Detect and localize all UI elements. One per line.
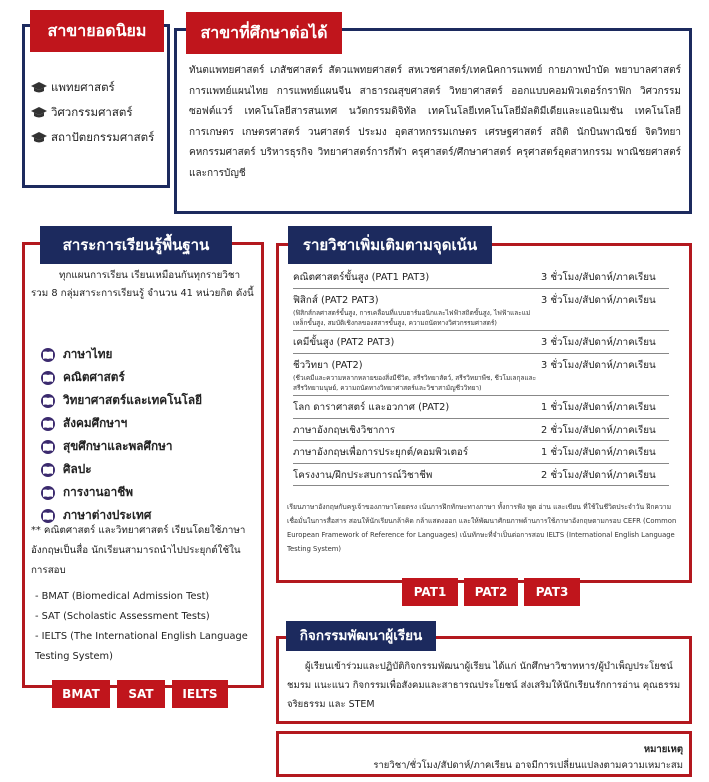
elective-name: ชีววิทยา (PAT2) [293, 359, 363, 371]
elective-hours: 3 ชั่วโมง/สัปดาห์/ภาคเรียน [541, 353, 669, 396]
table-row [293, 463, 669, 486]
further-study-text: ทันตแพทยศาสตร์ เภสัชศาสตร์ สัตวแพทยศาสตร์ สหเวชศาสตร์/เทคนิคการแพทย์ กายภาพบำบัด พยาบาลศาสตร์ การแพทย์แผนไทย การแพทย์แผนจีน สาธารณสุขศาสตร์ วิทยาศาสตร์ ออกแบบคอมพิวเตอร์กราฟิก วิศวกรรมซอฟต์แวร์ เทคโนโลยีสารสนเทศ นวัตกรรมดิจิทัล เทคโนโลยีเทคโนโลยีมัลติมีเดียและแอนิเมชัน เทคโนโลยีการเกษตร เกษตรศาสตร์ วนศาสตร์ ประมง อุตสาหกรรมเกษตร เศรษฐศาสตร์ สถิติ นักบินพาณิชย์ จิตวิทยา คหกรรมศาสตร์ บริหารธุรกิจ วิทยาศาสตร์การกีฬา ครุศาสตร์/ศึกษาศาสตร์ ครุศาสตร์อุตสาหกรรม พาณิชยศาสตร์และการบัญชี [189, 65, 681, 179]
book-icon [41, 394, 55, 408]
sat-button[interactable]: SAT [117, 680, 165, 708]
elective-hours: 1 ชั่วโมง/สัปดาห์/ภาคเรียน [541, 441, 669, 464]
book-icon [41, 371, 55, 385]
electives-description: เรียนภาษาอังกฤษกับครูเจ้าของภาษาโดยตรง เน้นการฝึกทักษะทางภาษา ทั้งการฟัง พูด อ่าน และเขียน ที่ใช้ในชีวิตประจำวัน ฝึกความเชื่อมั่นในการสื่อสาร สอนให้นักเรียนกล้าคิด กล้าแสดงออก และให้พัฒนาศักยภาพด้านการใช้ภาษาอังกฤษตามกรอบ CEFR (Common European Framework of Reference for Languages) เน้นทักษะที่จำเป็นต่อการสอบ IELTS (International English Language Testing System) [287, 503, 677, 553]
list-item [31, 100, 154, 125]
further-study-box [174, 28, 692, 214]
list-item [31, 125, 154, 150]
core-subject-label: ภาษาต่างประเทศ [63, 508, 152, 522]
elective-name: โครงงาน/ฝึกประสบการณ์วิชาชีพ [293, 469, 433, 481]
pat3-button[interactable]: PAT3 [524, 578, 580, 606]
popular-majors-title: สาขายอดนิยม [30, 10, 164, 52]
elective-hours: 3 ชั่วโมง/สัปดาห์/ภาคเรียน [541, 331, 669, 354]
core-subject-label: การงานอาชีพ [63, 485, 134, 499]
popular-major-label: วิศวกรรมศาสตร์ [51, 104, 133, 119]
core-subject-label: สุขศึกษาและพลศึกษา [63, 439, 173, 453]
elective-name: ภาษาอังกฤษเชิงวิชาการ [293, 424, 396, 436]
elective-hours: 1 ชั่วโมง/สัปดาห์/ภาคเรียน [541, 396, 669, 419]
activities-title: กิจกรรมพัฒนาผู้เรียน [286, 621, 436, 651]
elective-name: ภาษาอังกฤษเพื่อการประยุกต์/คอมพิวเตอร์ [293, 447, 469, 458]
list-item: - SAT (Scholastic Assessment Tests) [35, 611, 210, 622]
electives-box [276, 243, 692, 583]
list-item [31, 75, 154, 100]
core-subject-label: วิทยาศาสตร์และเทคโนโลยี [63, 393, 202, 407]
elective-name: ฟิสิกส์ (PAT2 PAT3) [293, 294, 379, 306]
book-icon [41, 348, 55, 362]
core-intro-text: ทุกแผนการเรียน เรียนเหมือนกันทุกรายวิชา รวม 8 กลุ่มสาระการเรียนรู้ จำนวน 41 หน่วยกิต ดังนี้ [31, 270, 254, 299]
list-item [41, 481, 202, 504]
table-row [293, 288, 669, 331]
core-subject-list [41, 343, 202, 527]
popular-major-label: แพทยศาสตร์ [51, 79, 115, 94]
elective-hours: 2 ชั่วโมง/สัปดาห์/ภาคเรียน [541, 463, 669, 486]
further-study-title: สาขาที่ศึกษาต่อได้ [186, 12, 342, 54]
list-item: - IELTS (The International English Language Testing System) [35, 631, 248, 662]
core-subject-label: สังคมศึกษาฯ [63, 416, 128, 430]
list-item [41, 343, 202, 366]
graduation-cap-icon [31, 82, 47, 94]
list-item [41, 458, 202, 481]
elective-name: คณิตศาสตร์ขั้นสูง (PAT1 PAT3) [293, 272, 430, 283]
list-item: - BMAT (Biomedical Admission Test) [35, 591, 210, 602]
list-item [41, 412, 202, 435]
electives-table [293, 266, 669, 486]
electives-title: รายวิชาเพิ่มเติมตามจุดเน้น [288, 226, 492, 264]
ielts-button[interactable]: IELTS [172, 680, 228, 708]
list-item [41, 389, 202, 412]
graduation-cap-icon [31, 107, 47, 119]
table-row [293, 266, 669, 288]
note-text: รายวิชา/ชั่วโมง/สัปดาห์/ภาคเรียน อาจมีการเปลี่ยนแปลงตามความเหมาะสม [373, 760, 683, 771]
bmat-button[interactable]: BMAT [52, 680, 110, 708]
elective-name: เคมีขั้นสูง (PAT2 PAT3) [293, 337, 395, 348]
book-icon [41, 486, 55, 500]
elective-detail: (ชีวเคมีและความหลากหลายของสิ่งมีชีวิต, สรีรวิทยาสัตว์, สรีรวิทยาพืช, ชีวโมเลกุลและสรีรวิทยามนุษย์, ความถนัดทางวิทยาศาสตร์และวิชาสามัญชีววิทยา) [293, 374, 537, 392]
popular-major-label: สถาปัตยกรรมศาสตร์ [51, 129, 155, 144]
list-item [41, 435, 202, 458]
pat2-button[interactable]: PAT2 [464, 578, 518, 606]
elective-detail: (ฟิสิกส์กลศาสตร์ขั้นสูง, การเคลื่อนที่แบบฮาร์มอนิกและไฟฟ้าสถิตขั้นสูง, ไฟฟ้าและแม่เหล็กขั้นสูง, สมบัติเชิงกลของสสารขั้นสูง, ความถนัดทางวิศวกรรมศาสตร์) [293, 309, 531, 327]
core-curriculum-box [22, 242, 264, 688]
note-title: หมายเหตุ [643, 744, 683, 755]
list-item [41, 366, 202, 389]
core-subject-label: ภาษาไทย [63, 347, 113, 361]
table-row [293, 441, 669, 464]
elective-hours: 2 ชั่วโมง/สัปดาห์/ภาคเรียน [541, 418, 669, 441]
core-subject-label: คณิตศาสตร์ [63, 370, 125, 384]
table-row [293, 353, 669, 396]
core-note-text: ** คณิตศาสตร์ และวิทยาศาสตร์ เรียนโดยใช้ภาษาอังกฤษเป็นสื่อ นักเรียนสามารถนำไปประยุกต์ใช้ในการสอบ [31, 525, 246, 576]
table-row [293, 396, 669, 419]
test-list [35, 587, 257, 667]
core-curriculum-title: สาระการเรียนรู้พื้นฐาน [40, 226, 232, 264]
activities-text: ผู้เรียนเข้าร่วมและปฏิบัติกิจกรรมพัฒนาผู้เรียน ได้แก่ นักศึกษาวิชาทหาร/ผู้บำเพ็ญประโยชน์ ชมรม แนะแนว กิจกรรมเพื่อสังคมและสาธารณประโยชน์ ส่งเสริมให้นักเรียนรักการอ่าน คุณธรรมจริยธรรม และ STEM [287, 661, 681, 710]
elective-hours: 3 ชั่วโมง/สัปดาห์/ภาคเรียน [541, 266, 669, 288]
popular-majors-list [31, 75, 154, 150]
graduation-cap-icon [31, 132, 47, 144]
note-box [276, 731, 692, 777]
pat1-button[interactable]: PAT1 [402, 578, 458, 606]
book-icon [41, 463, 55, 477]
elective-hours: 3 ชั่วโมง/สัปดาห์/ภาคเรียน [541, 288, 669, 331]
table-row [293, 418, 669, 441]
book-icon [41, 417, 55, 431]
table-row [293, 331, 669, 354]
core-subject-label: ศิลปะ [63, 462, 92, 476]
book-icon [41, 440, 55, 454]
elective-name: โลก ดาราศาสตร์ และอวกาศ (PAT2) [293, 402, 450, 413]
